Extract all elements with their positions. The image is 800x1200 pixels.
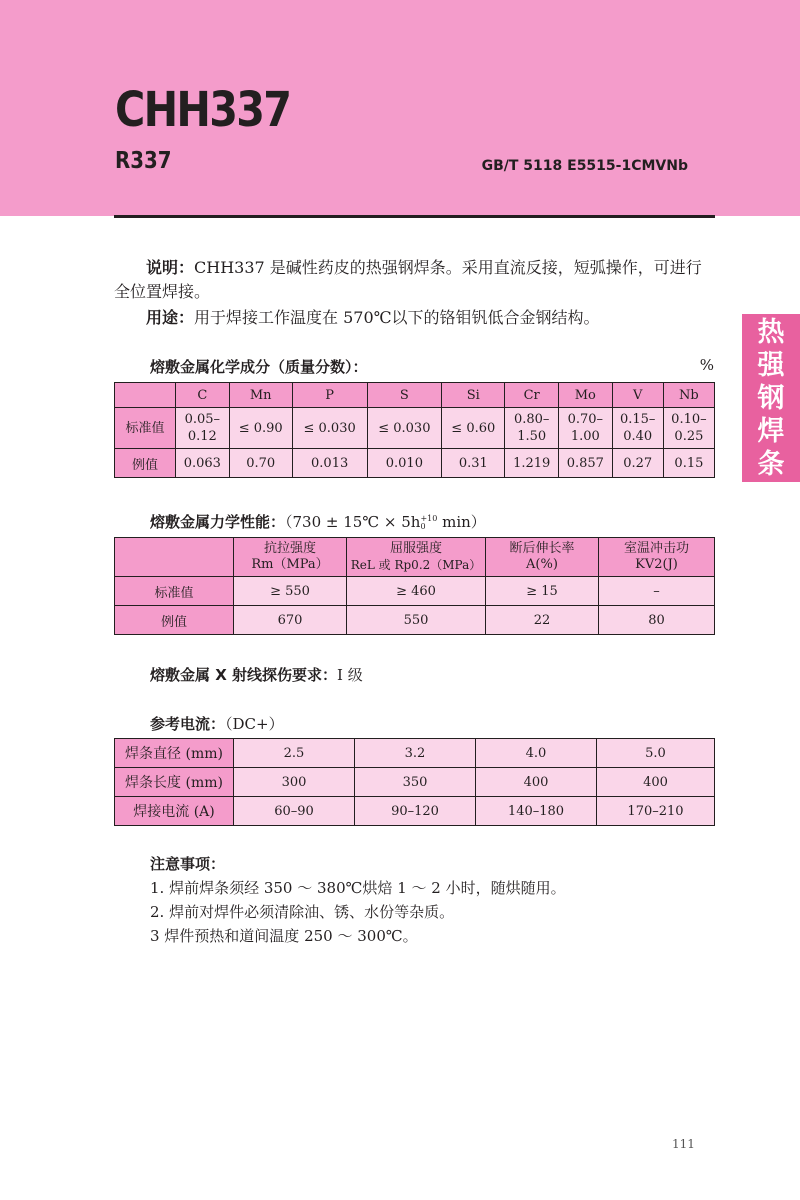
table-row xyxy=(115,606,715,635)
note-item: 1. 焊前焊条须经 350 ～ 380℃烘焙 1 ～ 2 小时，随烘随用。 xyxy=(150,879,566,897)
row-label: 焊条直径 (mm) xyxy=(115,739,234,768)
table-cell: 350 xyxy=(355,768,476,797)
col-header: Cr xyxy=(505,383,559,408)
standard-code: GB/T 5118 E5515-1CMVNb xyxy=(481,158,688,174)
table-cell: ≥ 460 xyxy=(347,577,486,606)
table-cell: 170–210 xyxy=(597,797,715,826)
table-cell: 550 xyxy=(347,606,486,635)
col-header: Mn xyxy=(229,383,292,408)
table-row xyxy=(115,577,715,606)
table-cell: 400 xyxy=(476,768,597,797)
table-cell: 300 xyxy=(234,768,355,797)
mechanical-condition: （730 ± 15℃ × 5h xyxy=(285,513,421,531)
table-row xyxy=(115,768,715,797)
table-cell: 90–120 xyxy=(355,797,476,826)
current-polarity: （DC+） xyxy=(225,715,284,733)
col-header: 室温冲击功 KV2(J) xyxy=(599,538,715,577)
table-cell: 5.0 xyxy=(597,739,715,768)
current-section-title: 参考电流：（DC+） xyxy=(150,715,284,733)
table-cell: 4.0 xyxy=(476,739,597,768)
table-cell: 0.70– 1.00 xyxy=(559,408,613,449)
usage-label: 用途： xyxy=(146,308,195,327)
product-sub-code: R337 xyxy=(115,148,172,174)
table-row xyxy=(115,449,715,478)
col-header: 屈服强度 ReL 或 Rp0.2（MPa） xyxy=(347,538,486,577)
table-cell: 0.80– 1.50 xyxy=(505,408,559,449)
side-tab-label: 热 强 钢 焊 条 xyxy=(757,316,785,480)
description-text: CHH337 是碱性药皮的热强钢焊条。采用直流反接，短弧操作，可进行全位置焊接。 xyxy=(114,258,702,301)
table-cell: 0.15– 0.40 xyxy=(612,408,663,449)
col-header: S xyxy=(367,383,442,408)
table-cell: ≥ 550 xyxy=(234,577,347,606)
table-cell: ≤ 0.60 xyxy=(442,408,505,449)
table-cell: 2.5 xyxy=(234,739,355,768)
table-row xyxy=(115,408,715,449)
table-cell: 3.2 xyxy=(355,739,476,768)
chemical-table xyxy=(114,382,715,478)
current-table xyxy=(114,738,715,826)
header-band xyxy=(0,0,800,216)
table-cell: – xyxy=(599,577,715,606)
table-cell: 0.15 xyxy=(663,449,714,478)
table-cell: 0.10– 0.25 xyxy=(663,408,714,449)
table-cell: ≤ 0.030 xyxy=(367,408,442,449)
description-paragraph xyxy=(114,256,716,304)
table-cell: 22 xyxy=(486,606,599,635)
table-cell: 0.70 xyxy=(229,449,292,478)
note-item: 3 焊件预热和道间温度 250 ～ 300℃。 xyxy=(150,927,418,945)
table-cell: 60–90 xyxy=(234,797,355,826)
notes-section xyxy=(150,852,566,948)
chemical-section-title: 熔敷金属化学成分（质量分数）： xyxy=(150,358,368,376)
side-category-tab xyxy=(742,314,800,482)
table-cell: 400 xyxy=(597,768,715,797)
table-cell: 0.27 xyxy=(612,449,663,478)
col-header: 断后伸长率 A(%) xyxy=(486,538,599,577)
table-cell: 1.219 xyxy=(505,449,559,478)
header-rule xyxy=(114,215,715,218)
corner-cell xyxy=(115,383,176,408)
mechanical-table xyxy=(114,537,715,635)
table-row xyxy=(115,797,715,826)
usage-paragraph xyxy=(114,306,716,330)
row-label: 焊接电流 (A) xyxy=(115,797,234,826)
row-label: 焊条长度 (mm) xyxy=(115,768,234,797)
table-cell: 0.013 xyxy=(292,449,367,478)
row-label: 标准值 xyxy=(115,408,176,449)
table-cell: 80 xyxy=(599,606,715,635)
table-cell: 0.010 xyxy=(367,449,442,478)
mechanical-section-title: 熔敷金属力学性能：（730 ± 15℃ × 5h+10 0 min） xyxy=(150,513,486,531)
row-label: 标准值 xyxy=(115,577,234,606)
col-header: P xyxy=(292,383,367,408)
table-cell: ≤ 0.030 xyxy=(292,408,367,449)
col-header: Mo xyxy=(559,383,613,408)
product-title: CHH337 xyxy=(115,82,291,138)
page-number: 111 xyxy=(672,1137,695,1151)
table-cell: ≥ 15 xyxy=(486,577,599,606)
table-cell: 0.31 xyxy=(442,449,505,478)
table-cell: 0.857 xyxy=(559,449,613,478)
table-cell: ≤ 0.90 xyxy=(229,408,292,449)
col-header: C xyxy=(176,383,230,408)
xray-requirement: 熔敷金属 X 射线探伤要求：I 级 xyxy=(150,666,363,684)
row-label: 例值 xyxy=(115,606,234,635)
table-row xyxy=(115,739,715,768)
chemical-unit: % xyxy=(699,356,714,374)
col-header: Si xyxy=(442,383,505,408)
note-item: 2. 焊前对焊件必须清除油、锈、水份等杂质。 xyxy=(150,903,455,921)
corner-cell xyxy=(115,538,234,577)
col-header: V xyxy=(612,383,663,408)
description-label: 说明： xyxy=(146,258,195,277)
table-cell: 0.063 xyxy=(176,449,230,478)
xray-value: I 级 xyxy=(337,666,363,684)
usage-text: 用于焊接工作温度在 570℃以下的铬钼钒低合金钢结构。 xyxy=(194,308,600,327)
row-label: 例值 xyxy=(115,449,176,478)
notes-title: 注意事项： xyxy=(150,855,226,873)
table-cell: 0.05– 0.12 xyxy=(176,408,230,449)
table-cell: 140–180 xyxy=(476,797,597,826)
col-header: 抗拉强度 Rm（MPa） xyxy=(234,538,347,577)
table-cell: 670 xyxy=(234,606,347,635)
col-header: Nb xyxy=(663,383,714,408)
